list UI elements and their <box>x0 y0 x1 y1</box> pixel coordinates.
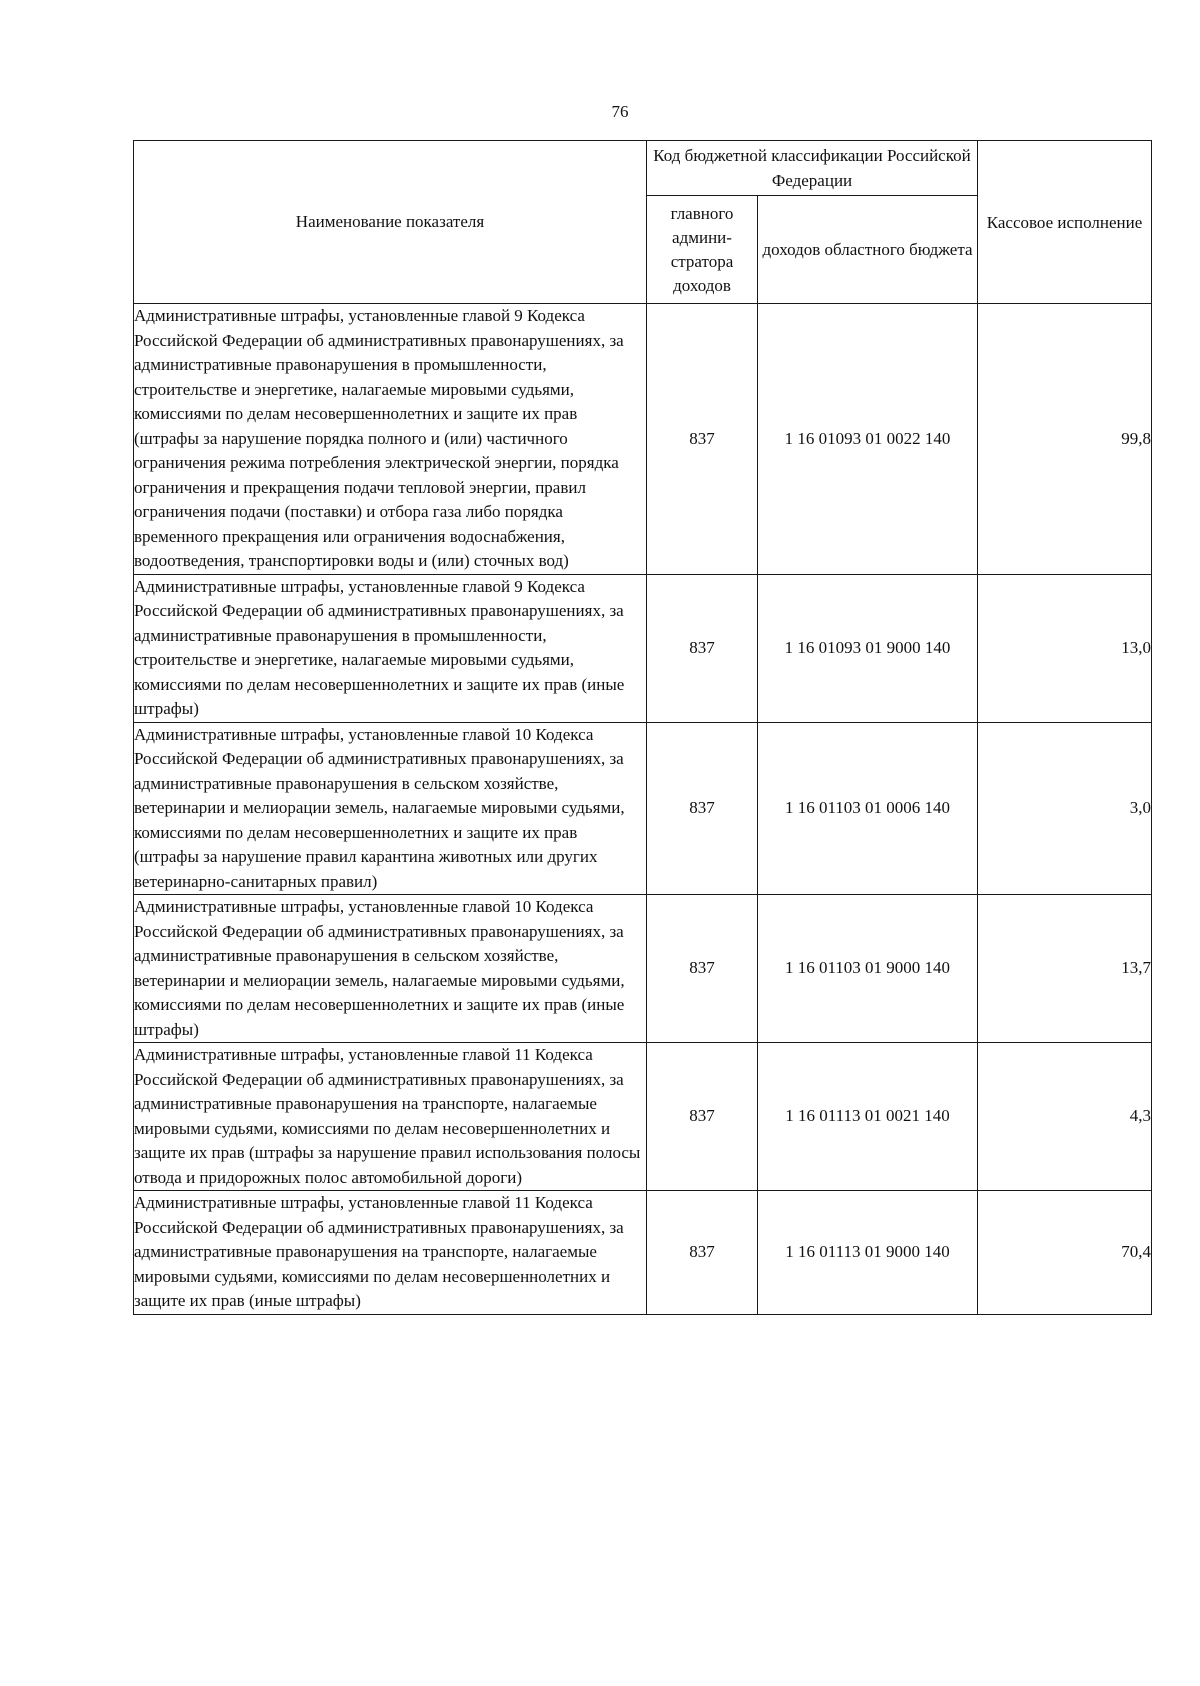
indicator-name-cell: Административные штрафы, установленные главой 9 Кодекса Российской Федерации об административных правонарушениях, за административные правонарушения в промышленности, строительстве и энергетике, налагаемые мировыми судьями, комиссиями по делам несовершеннолетних и защите их прав (иные штрафы) <box>134 574 647 722</box>
indicator-name-cell: Административные штрафы, установленные главой 11 Кодекса Российской Федерации об административных правонарушениях, за административные правонарушения на транспорте, налагаемые мировыми судьями, комиссиями по делам несовершеннолетних и защите их прав (иные штрафы) <box>134 1191 647 1315</box>
budget-table <box>133 140 1152 1315</box>
table-row <box>134 574 1152 722</box>
page-number: 76 <box>611 102 629 121</box>
table-body <box>134 304 1152 1315</box>
administrator-code-cell: 837 <box>647 895 758 1043</box>
indicator-name-cell: Административные штрафы, установленные главой 9 Кодекса Российской Федерации об административных правонарушениях, за административные правонарушения в промышленности, строительстве и энергетике, налагаемые мировыми судьями, комиссиями по делам несовершеннолетних и защите их прав (штрафы за нарушение порядка полного и (или) частичного ограничения режима потребления электрической энергии, порядка ограничения и прекращения подачи тепловой энергии, правил ограничения подачи (поставки) и отбора газа либо порядка временного прекращения или ограничения водоснабжения, водоотведения, транспортировки воды и (или) сточных вод) <box>134 304 647 575</box>
administrator-code-cell: 837 <box>647 574 758 722</box>
cash-execution-cell: 70,4 <box>978 1191 1152 1315</box>
cash-execution-cell: 13,0 <box>978 574 1152 722</box>
administrator-code-cell: 837 <box>647 1043 758 1191</box>
budget-code-cell: 1 16 01103 01 0006 140 <box>758 722 978 895</box>
indicator-name-cell: Административные штрафы, установленные главой 10 Кодекса Российской Федерации об административных правонарушениях, за административные правонарушения в сельском хозяйстве, ветеринарии и мелиорации земель, налагаемые мировыми судьями, комиссиями по делам несовершеннолетних и защите их прав (иные штрафы) <box>134 895 647 1043</box>
cash-execution-cell: 3,0 <box>978 722 1152 895</box>
administrator-code-cell: 837 <box>647 1191 758 1315</box>
header-indicator-name: Наименование показателя <box>134 141 647 304</box>
table-header <box>134 141 1152 304</box>
cash-execution-cell: 99,8 <box>978 304 1152 575</box>
budget-code-cell: 1 16 01093 01 0022 140 <box>758 304 978 575</box>
table-row <box>134 895 1152 1043</box>
cash-execution-cell: 4,3 <box>978 1043 1152 1191</box>
table-row <box>134 1043 1152 1191</box>
header-cash-execution: Кассовое исполнение <box>978 141 1152 304</box>
budget-code-cell: 1 16 01093 01 9000 140 <box>758 574 978 722</box>
header-main-administrator: главного админи-стратора доходов <box>647 196 758 304</box>
table-row <box>134 304 1152 575</box>
budget-code-cell: 1 16 01103 01 9000 140 <box>758 895 978 1043</box>
administrator-code-cell: 837 <box>647 304 758 575</box>
cash-execution-cell: 13,7 <box>978 895 1152 1043</box>
header-budget-classification-code: Код бюджетной классификации Российской Федерации <box>647 141 978 196</box>
budget-code-cell: 1 16 01113 01 0021 140 <box>758 1043 978 1191</box>
table-row <box>134 722 1152 895</box>
indicator-name-cell: Административные штрафы, установленные главой 11 Кодекса Российской Федерации об административных правонарушениях, за административные правонарушения на транспорте, налагаемые мировыми судьями, комиссиями по делам несовершеннолетних и защите их прав (штрафы за нарушение правил использования полосы отвода и придорожных полос автомобильной дороги) <box>134 1043 647 1191</box>
administrator-code-cell: 837 <box>647 722 758 895</box>
table-row <box>134 1191 1152 1315</box>
header-regional-budget-income: доходов областного бюджета <box>758 196 978 304</box>
indicator-name-cell: Административные штрафы, установленные главой 10 Кодекса Российской Федерации об административных правонарушениях, за административные правонарушения в сельском хозяйстве, ветеринарии и мелиорации земель, налагаемые мировыми судьями, комиссиями по делам несовершеннолетних и защите их прав (штрафы за нарушение правил карантина животных или других ветеринарно-санитарных правил) <box>134 722 647 895</box>
budget-code-cell: 1 16 01113 01 9000 140 <box>758 1191 978 1315</box>
